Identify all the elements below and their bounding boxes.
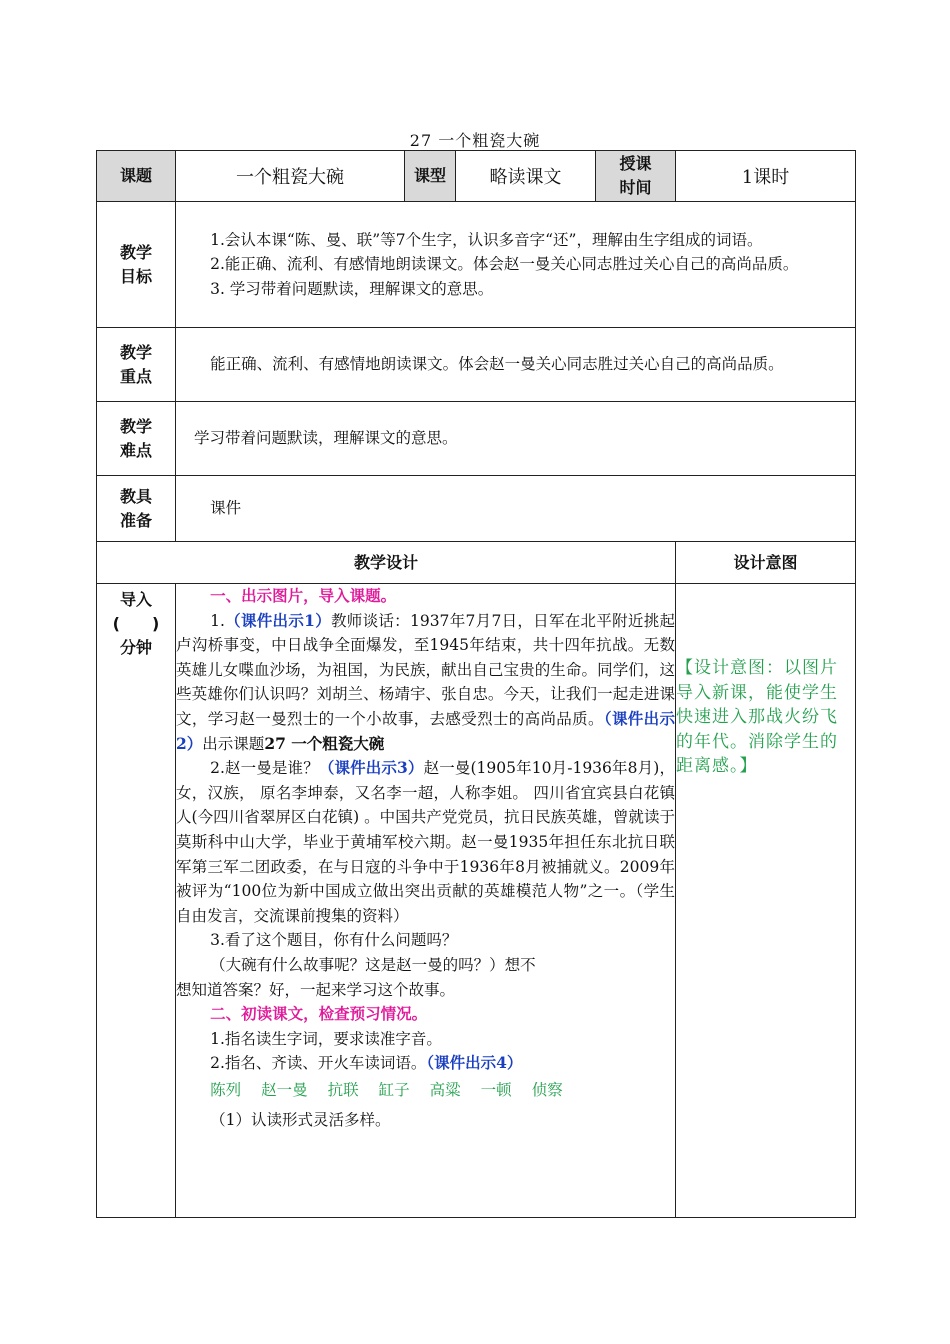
courseware-cue: （课件出示1） (224, 610, 332, 630)
tools-row (97, 476, 856, 542)
stage-label-line1: 导入 (119, 590, 152, 609)
lesson-title: 27 一个粗瓷大碗 (264, 733, 385, 753)
paragraph-3-answer-a: （大碗有什么故事呢？这是赵一曼的吗？）想不 (210, 955, 536, 974)
goals-label-line1: 教学 (119, 242, 152, 262)
difficulty-label-line2: 难点 (119, 440, 152, 460)
goal-item: 3. 学习带着问题默读，理解课文的意思。 (210, 279, 494, 298)
design-content (176, 584, 676, 1218)
goals-content (176, 202, 856, 328)
list-item: （1）认读形式灵活多样。 (210, 1111, 391, 1130)
vocabulary-word: 抗联 (327, 1080, 359, 1099)
difficulty-label (97, 402, 176, 476)
goal-item: 1.会认本课“陈、曼、联”等7个生字，认识多音字“还”，理解由生字组成的词语。 (210, 230, 763, 249)
vocabulary-word: 缸子 (378, 1080, 410, 1099)
time-value: 1课时 (676, 151, 856, 202)
focus-text: 能正确、流利、有感情地朗读课文。体会赵一曼关心同志胜过关心自己的高尚品质。 (210, 355, 784, 374)
topic-value: 一个粗瓷大碗 (176, 151, 405, 202)
difficulty-label-line1: 教学 (119, 416, 152, 436)
list-item: 1.指名读生字词，要求读准字音。 (210, 1029, 442, 1048)
paragraph-3: 3.看了这个题目，你有什么问题吗？ (210, 931, 458, 950)
list-item-text: 2.指名、齐读、开火车读词语。 (210, 1054, 427, 1073)
section-title: 一、出示图片，导入课题。 (210, 586, 397, 605)
design-body-row (97, 584, 856, 1218)
goals-row (97, 202, 856, 328)
design-header-row (97, 542, 856, 584)
time-label (596, 151, 676, 202)
section-title: 二、初读课文，检查预习情况。 (210, 1004, 428, 1024)
design-column-header: 教学设计 (97, 542, 676, 584)
goal-item: 2.能正确、流利、有感情地朗读课文。体会赵一曼关心同志胜过关心自己的高尚品质。 (210, 255, 799, 274)
document-title: 27 一个粗瓷大碗 (409, 131, 541, 150)
type-value: 略读课文 (456, 151, 596, 202)
tools-label-line1: 教具 (119, 486, 152, 506)
goals-label (97, 202, 176, 328)
courseware-cue: （课件出示3） (318, 758, 424, 778)
paragraph-1-text2: 出示课题 (202, 734, 265, 753)
list-item (176, 1051, 675, 1076)
stage-label-line3: 分钟 (119, 638, 152, 657)
focus-label (97, 328, 176, 402)
difficulty-text: 学习带着问题默读，理解课文的意思。 (194, 429, 458, 448)
difficulty-row (97, 402, 856, 476)
courseware-cue: （课件出示4） (426, 1053, 523, 1073)
paragraph-1-number: 1. (210, 611, 225, 630)
focus-label-line1: 教学 (119, 342, 152, 362)
paragraph-2-question: 2.赵一曼是谁？ (210, 759, 319, 778)
stage-label (97, 584, 176, 1218)
paragraph-1-text: 教师谈话：1937年7月7日，日军在北平附近挑起卢沟桥事变，中日战争全面爆发，至1945年结束，共十四年抗战。无数英雄儿女喋血沙场，为祖国，为民族，献出自己宝贵的生命。同学们，这些英雄你们认识吗？刘胡兰、杨靖宇、张自忠。今天，让我们一起走进课文，学习赵一曼烈士的一个小故事，去感受烈士的高尚品质。 (176, 611, 676, 728)
tools-label-line2: 准备 (119, 510, 152, 530)
vocabulary-word: 侦察 (531, 1080, 563, 1099)
vocabulary-word: 赵一曼 (261, 1080, 308, 1099)
courseware-cue: （课件出示2） (176, 708, 675, 753)
stage-label-line2: ( ) (112, 614, 160, 633)
paragraph-2 (176, 756, 675, 928)
tools-label (97, 476, 176, 542)
difficulty-content (176, 402, 856, 476)
goals-label-line2: 目标 (119, 266, 152, 286)
topic-label: 课题 (97, 151, 176, 202)
type-label: 课型 (405, 151, 456, 202)
tools-text: 课件 (210, 499, 242, 518)
time-label-line1: 授课 (619, 154, 652, 173)
header-row (97, 151, 856, 202)
focus-content (176, 328, 856, 402)
focus-row (97, 328, 856, 402)
vocabulary-list (176, 1078, 675, 1103)
paragraph-2-text: 赵一曼(1905年10月-1936年8月)， 女，汉族， 原名李坤泰，又名李一超，人称李姐。 四川省宜宾县白花镇人(今四川省翠屏区白花镇) 。中国共产党党员，抗日民族英雄，曾就读于莫斯科中山大学，毕业于黄埔军校六期。赵一曼1935年担任东北抗日联军第三军二团政委，在与日寇的斗争中于1936年8月被捕就义。2009年被评为“100位为新中国成立做出突出贡献的英雄模范人物”之一。（学生自由发言，交流课前搜集的资料） (176, 759, 675, 925)
vocabulary-word: 陈列 (210, 1080, 242, 1099)
tools-content (176, 476, 856, 542)
vocabulary-word: 一顿 (480, 1080, 512, 1099)
vocabulary-word: 高粱 (429, 1080, 461, 1099)
focus-label-line2: 重点 (119, 366, 152, 386)
time-label-line2: 时间 (619, 178, 652, 197)
intent-column-header: 设计意图 (676, 542, 856, 584)
design-intent: 【设计意图：以图片导入新课，能使学生快速进入那战火纷飞的年代。消除学生的距离感。】 (676, 584, 856, 1218)
paragraph-1 (176, 609, 675, 757)
paragraph-3-answer-b: 想知道答案？好，一起来学习这个故事。 (176, 980, 456, 999)
lesson-plan-table (96, 150, 856, 1218)
